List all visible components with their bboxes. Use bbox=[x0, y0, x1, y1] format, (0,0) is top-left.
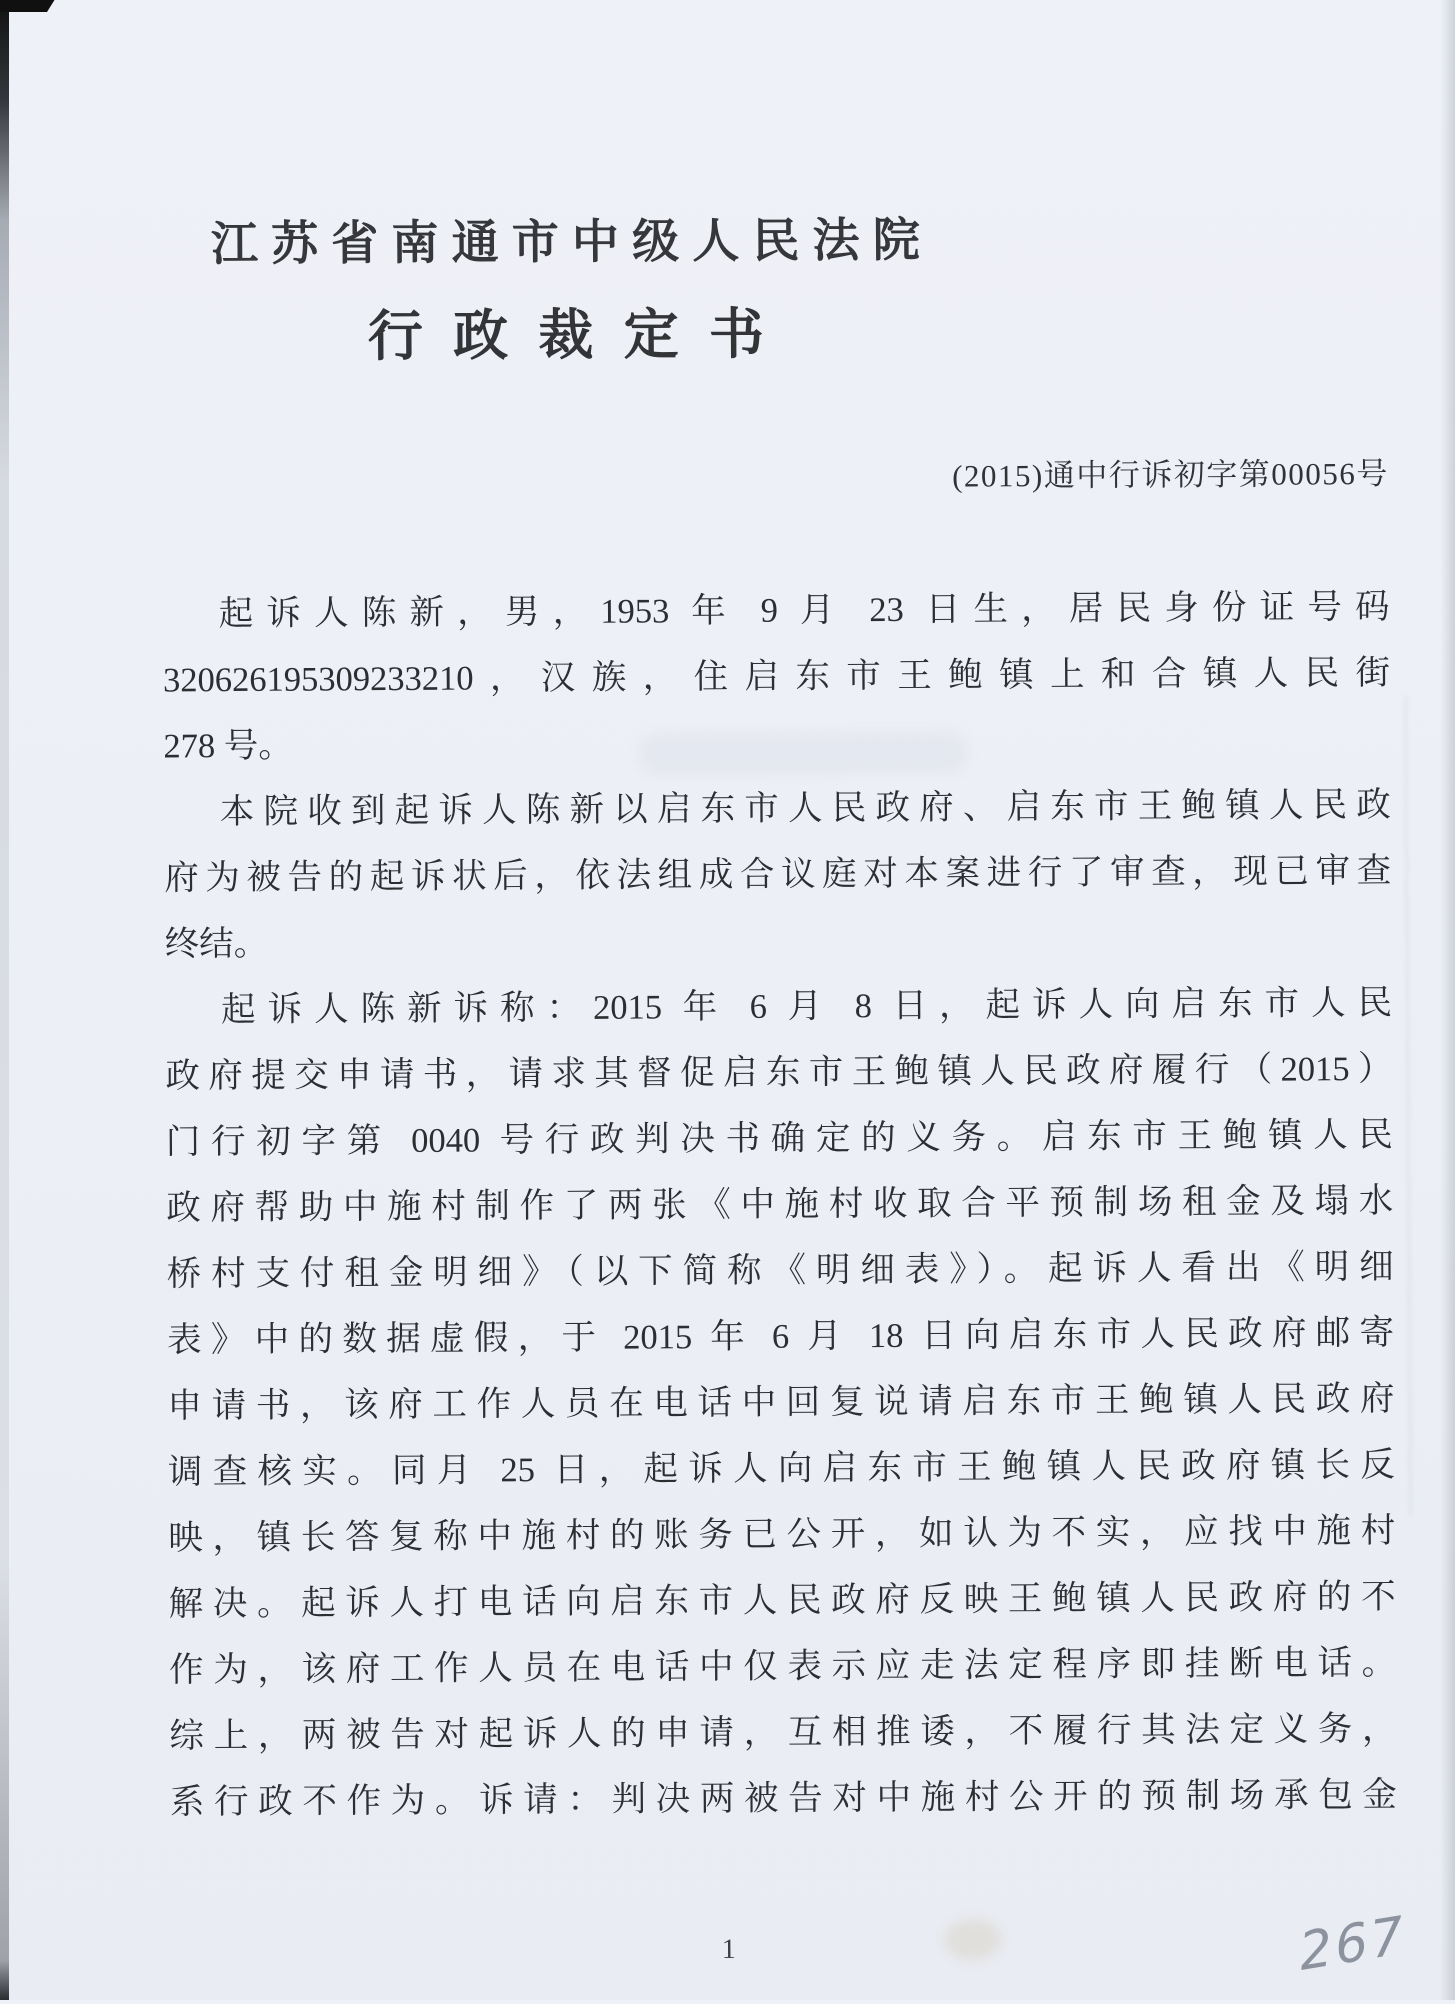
page-number: 1 bbox=[721, 1933, 736, 1966]
body-line: 解决。起诉人打电话向启东市人民政府反映王鲍镇人民政府的不 bbox=[168, 1577, 1396, 1624]
body-line: 府为被告的起诉状后，依法组成合议庭对本案进行了审查，现已审查 bbox=[164, 851, 1392, 898]
body-line: 作为，该府工作人员在电话中仅表示应走法定程序即挂断电话。 bbox=[168, 1643, 1397, 1690]
body-line: 桥村支付租金明细》（以下简称《明细表》）。起诉人看出《明细 bbox=[166, 1247, 1394, 1294]
case-number: (2015)通中行诉初字第00056号 bbox=[952, 455, 1389, 494]
body-line: 政府帮助中施村制作了两张《中施村收取合平预制场租金及塌水 bbox=[166, 1181, 1394, 1228]
body-line: 本院收到起诉人陈新以启东市人民政府、启东市王鲍镇人民政 bbox=[219, 785, 1391, 832]
court-name-heading: 江苏省南通市中级人民法院 bbox=[210, 214, 934, 272]
document-type-heading: 行政裁定书 bbox=[367, 303, 795, 368]
scan-edge-shadow-right bbox=[1440, 0, 1455, 2000]
scan-edge-artifact-left bbox=[0, 0, 9, 2000]
body-line: 门行初字第 0040 号行政判决书确定的义务。启东市王鲍镇人民 bbox=[165, 1115, 1393, 1162]
body-line: 起诉人陈新，男，1953 年 9 月 23 日生，居民身份证号码 bbox=[218, 587, 1390, 634]
body-line: 278 号。 bbox=[163, 726, 293, 766]
body-line: 表》中的数据虚假，于 2015 年 6 月 18 日向启东市人民政府邮寄 bbox=[166, 1313, 1395, 1360]
paper-wrinkle bbox=[1404, 696, 1412, 1516]
body-line: 政府提交申请书，请求其督促启东市王鲍镇人民政府履行（2015） bbox=[165, 1049, 1393, 1096]
paper-stain bbox=[944, 1918, 1002, 1960]
body-line: 系行政不作为。诉请：判决两被告对中施村公开的预制场承包金 bbox=[169, 1775, 1397, 1822]
body-line: 320626195309233210，汉族，住启东市王鲍镇上和合镇人民街 bbox=[162, 653, 1391, 700]
body-line: 调查核实。同月 25 日，起诉人向启东市王鲍镇人民政府镇长反 bbox=[167, 1445, 1395, 1492]
body-line: 终结。 bbox=[164, 924, 269, 964]
body-line: 起诉人陈新诉称：2015 年 6 月 8 日，起诉人向启东市人民 bbox=[220, 983, 1393, 1030]
document-body bbox=[162, 574, 1397, 1835]
body-line: 映，镇长答复称中施村的账务已公开，如认为不实，应找中施村 bbox=[168, 1511, 1396, 1558]
body-line: 综上，两被告对起诉人的申请，互相推诿，不履行其法定义务， bbox=[169, 1709, 1397, 1756]
body-line: 申请书，该府工作人员在电话中回复说请启东市王鲍镇人民政府 bbox=[167, 1379, 1395, 1426]
handwritten-page-note: 267 bbox=[1296, 1905, 1410, 1983]
